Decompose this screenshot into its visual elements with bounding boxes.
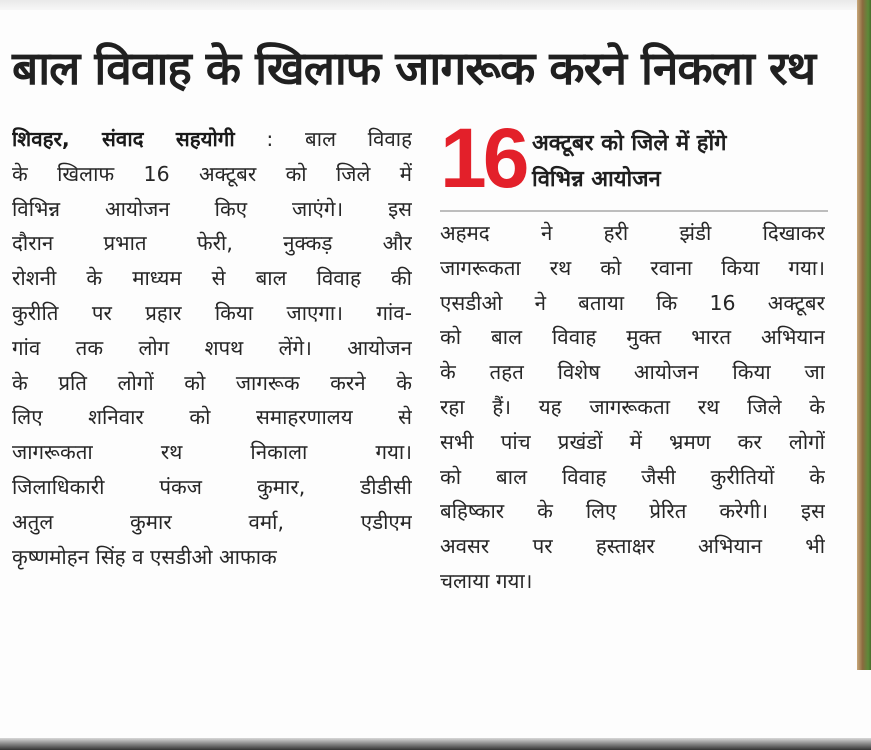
dateline: शिवहर, संवाद सहयोगी [12,127,235,151]
left-line: विभिन्न आयोजन किए जाएंगे। इस [12,196,412,221]
callout-text [532,126,727,198]
right-edge-photo-strip [857,0,871,670]
right-line: जागरूकता रथ को रवाना किया गया। [440,255,825,280]
right-line: एसडीओ ने बताया कि 16 अक्टूबर [440,290,825,315]
top-edge-strip [0,0,871,10]
left-line: दौरान प्रभात फेरी, नुक्कड़ और [12,231,412,256]
right-line: को बाल विवाह जैसी कुरीतियों के [440,464,825,489]
left-line: कुरीति पर प्रहार किया जाएगा। गांव- [12,300,412,325]
left-line: जिलाधिकारी पंकज कुमार, डीडीसी [12,474,412,499]
right-line: रहा हैं। यह जागरूकता रथ जिले के [440,394,825,419]
left-line: रोशनी के माध्यम से बाल विवाह की [12,266,412,291]
bottom-edge-strip [0,738,871,750]
right-line: बहिष्कार के लिए प्रेरित करेगी। इस [440,499,825,524]
right-column [440,216,825,599]
left-line: कृष्णमोहन सिंह व एसडीओ आफाक [12,544,277,569]
callout-number: 16 [440,111,526,205]
right-line: चलाया गया। [440,568,533,593]
right-line: के तहत विशेष आयोजन किया जा [440,360,825,385]
callout-box [440,111,828,212]
left-line: जागरूकता रथ निकाला गया। [12,440,412,465]
callout-line-1: अक्टूबर को जिले में होंगे [532,131,727,156]
right-line: अहमद ने हरी झंडी दिखाकर [440,221,825,245]
callout-line-2: विभिन्न आयोजन [532,167,661,192]
left-line: अतुल कुमार वर्मा, एडीएम [12,509,412,534]
right-line: को बाल विवाह मुक्त भारत अभियान [440,325,825,350]
right-line: सभी पांच प्रखंडों में भ्रमण कर लोगों [440,429,825,454]
left-line: गांव तक लोग शपथ लेंगे। आयोजन [12,335,412,360]
left-line: लिए शनिवार को समाहरणालय से [12,405,412,430]
headline: बाल विवाह के खिलाफ जागरूक करने निकला रथ [12,41,816,95]
left-line: के खिलाफ 16 अक्टूबर को जिले में [12,161,412,186]
left-column [12,122,412,574]
left-line-first [12,122,412,157]
right-line: अवसर पर हस्ताक्षर अभियान भी [440,534,825,559]
left-line: के प्रति लोगों को जागरूक करने के [12,370,412,395]
left-line-first-rest: : बाल विवाह [234,127,412,151]
